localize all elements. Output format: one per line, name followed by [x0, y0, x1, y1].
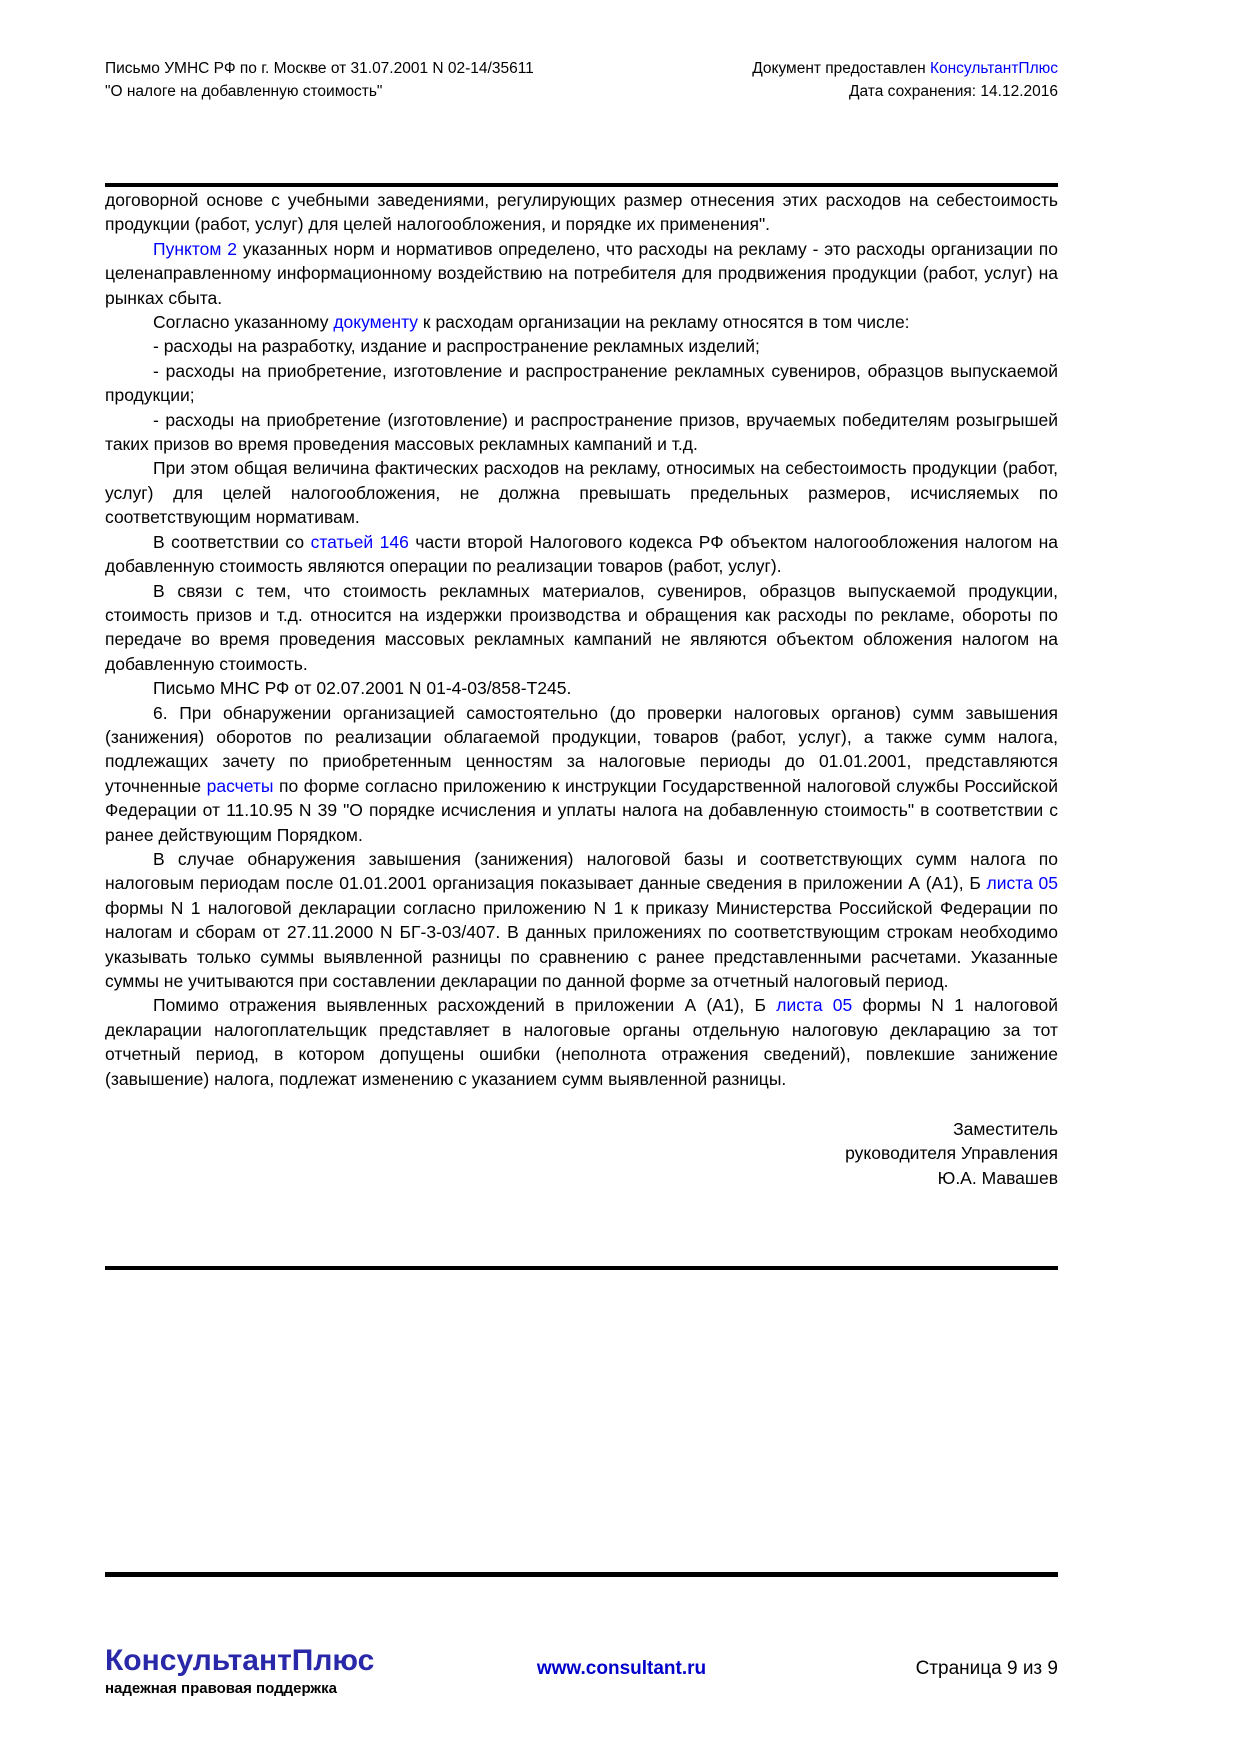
- inline-link[interactable]: листа 05: [986, 873, 1058, 894]
- paragraph: [105, 847, 1058, 993]
- paragraph: [105, 676, 1058, 700]
- document-title-block: [105, 57, 534, 103]
- paragraph: [105, 237, 1058, 310]
- inline-link[interactable]: Пунктом 2: [153, 238, 238, 259]
- paragraph: [105, 359, 1058, 408]
- inline-link[interactable]: расчеты: [206, 775, 274, 796]
- text-segment: Письмо МНС РФ от 02.07.2001 N 01-4-03/858-Т245.: [153, 678, 572, 699]
- text-segment: формы N 1 налоговой декларации согласно приложению N 1 к приказу Министерства Российской Федерации по налогам и сборам от 27.11.2000 N БГ-3-03/407. В данных приложениях по соответствующим строкам необходимо указывать только суммы выявленной разницы по сравнению с ранее представленными расчетами. Указанные суммы не учитываются при составлении декларации по данной форме за отчетный налоговый период.: [105, 897, 1058, 991]
- text-segment: указанных норм и нормативов определено, что расходы на рекламу - это расходы организации по целенаправленному информационному воздействию на потребителя для продвижения продукции (работ, услуг) на рынках сбыта.: [105, 238, 1059, 308]
- text-segment: При этом общая величина фактических расходов на рекламу, относимых на себестоимость продукции (работ, услуг) для целей налогообложения, не должна превышать предельных размеров, исчисляемых по соответствующим нормативам.: [105, 458, 1058, 528]
- footer-divider: [105, 1572, 1058, 1577]
- paragraph: [105, 408, 1058, 457]
- inline-link[interactable]: статьей 146: [310, 531, 409, 552]
- text-segment: - расходы на разработку, издание и распространение рекламных изделий;: [153, 336, 760, 357]
- signature-line: Заместитель: [953, 1119, 1058, 1140]
- header-divider: [105, 183, 1058, 187]
- brand-block: [105, 1645, 435, 1697]
- page-header: [105, 57, 1058, 103]
- paragraph: [105, 579, 1058, 677]
- provided-by-line: [752, 57, 1058, 80]
- text-segment: договорной основе с учебными заведениями, регулирующих размер отнесения этих расходов на себестоимость продукции (работ, услуг) для целей налогообложения, и порядке их применения".: [105, 190, 1058, 235]
- text-segment: по форме согласно приложению к инструкции Государственной налоговой службы Российской Федерации от 11.10.95 N 39 "О порядке исчисления и уплаты налога на добавленную стоимость" в соответствии с ранее действующим Порядком.: [105, 775, 1058, 845]
- consultantplus-logo: КонсультантПлюс: [105, 1644, 375, 1677]
- site-link[interactable]: www.consultant.ru: [536, 1658, 707, 1679]
- paragraph: [105, 310, 1058, 334]
- document-body: [105, 188, 1058, 1190]
- text-segment: В связи с тем, что стоимость рекламных материалов, сувениров, образцов выпускаемой продукции, стоимость призов и т.д. относится на издержки производства и обращения как расходы по рекламе, обороты по передаче во время проведения массовых рекламных кампаний не являются объектом обложения налогом на добавленную стоимость.: [105, 580, 1058, 674]
- signature-block: [105, 1117, 1058, 1190]
- inline-link[interactable]: документу: [333, 312, 419, 333]
- text-segment: формы N 1 налоговой декларации налогоплательщик представляет в налоговые органы отдельную налоговую декларацию за тот отчетный период, в котором допущены ошибки (неполнота отражения сведений), повлекшие занижение (завышение) налога, подлежат изменению с указанием сумм выявленной разницы.: [105, 995, 1058, 1089]
- paragraph: [105, 334, 1058, 358]
- paragraph: [105, 456, 1058, 529]
- provider-block: [752, 57, 1058, 103]
- paragraph: [105, 993, 1058, 1091]
- document-title-line2: "О налоге на добавленную стоимость": [105, 83, 383, 100]
- document-title-line1: Письмо УМНС РФ по г. Москве от 31.07.2001 N 02-14/35611: [105, 60, 534, 77]
- text-segment: В случае обнаружения завышения (занижения) налоговой базы и соответствующих сумм налога по налоговым периодам после 01.01.2001 организация показывает данные сведения в приложении А (А1), Б: [105, 848, 1058, 894]
- text-segment: 6. При обнаружении организацией самостоятельно (до проверки налоговых органов) сумм завышения (занижения) оборотов по реализации облагаемой продукции, товаров (работ, услуг), а также сумм налога, подлежащих зачету по приобретенным ценностям за налоговые периоды до 01.01.2001, представляются уточненные: [105, 702, 1058, 796]
- save-date: Дата сохранения: 14.12.2016: [849, 83, 1058, 100]
- text-segment: В соответствии со: [153, 531, 311, 552]
- brand-tagline: надежная правовая поддержка: [105, 1680, 337, 1697]
- page-footer: [105, 1645, 1058, 1697]
- signature-line: Ю.А. Мавашев: [937, 1167, 1058, 1188]
- paragraph: [105, 530, 1058, 579]
- text-segment: части второй Налогового кодекса РФ объектом налогообложения налогом на добавленную стоимость являются операции по реализации товаров (работ, услуг).: [105, 531, 1059, 577]
- section-divider: [105, 1266, 1058, 1270]
- provider-link[interactable]: КонсультантПлюс: [929, 60, 1058, 77]
- text-segment: - расходы на приобретение, изготовление и распространение рекламных сувениров, образцов выпускаемой продукции;: [105, 360, 1058, 406]
- text-segment: - расходы на приобретение (изготовление) и распространение призов, вручаемых победителям розыгрышей таких призов во время проведения массовых рекламных кампаний и т.д.: [105, 409, 1058, 455]
- paragraph: [105, 188, 1058, 237]
- text-segment: к расходам организации на рекламу относятся в том числе:: [418, 312, 910, 333]
- provided-by-label: Документ предоставлен: [752, 60, 930, 77]
- paragraph: [105, 701, 1058, 847]
- text-segment: Помимо отражения выявленных расхождений в приложении А (А1), Б: [153, 995, 777, 1016]
- inline-link[interactable]: листа 05: [776, 995, 853, 1016]
- signature-line: руководителя Управления: [845, 1143, 1058, 1164]
- page-number: Страница 9 из 9: [915, 1658, 1058, 1679]
- text-segment: Согласно указанному: [153, 312, 334, 333]
